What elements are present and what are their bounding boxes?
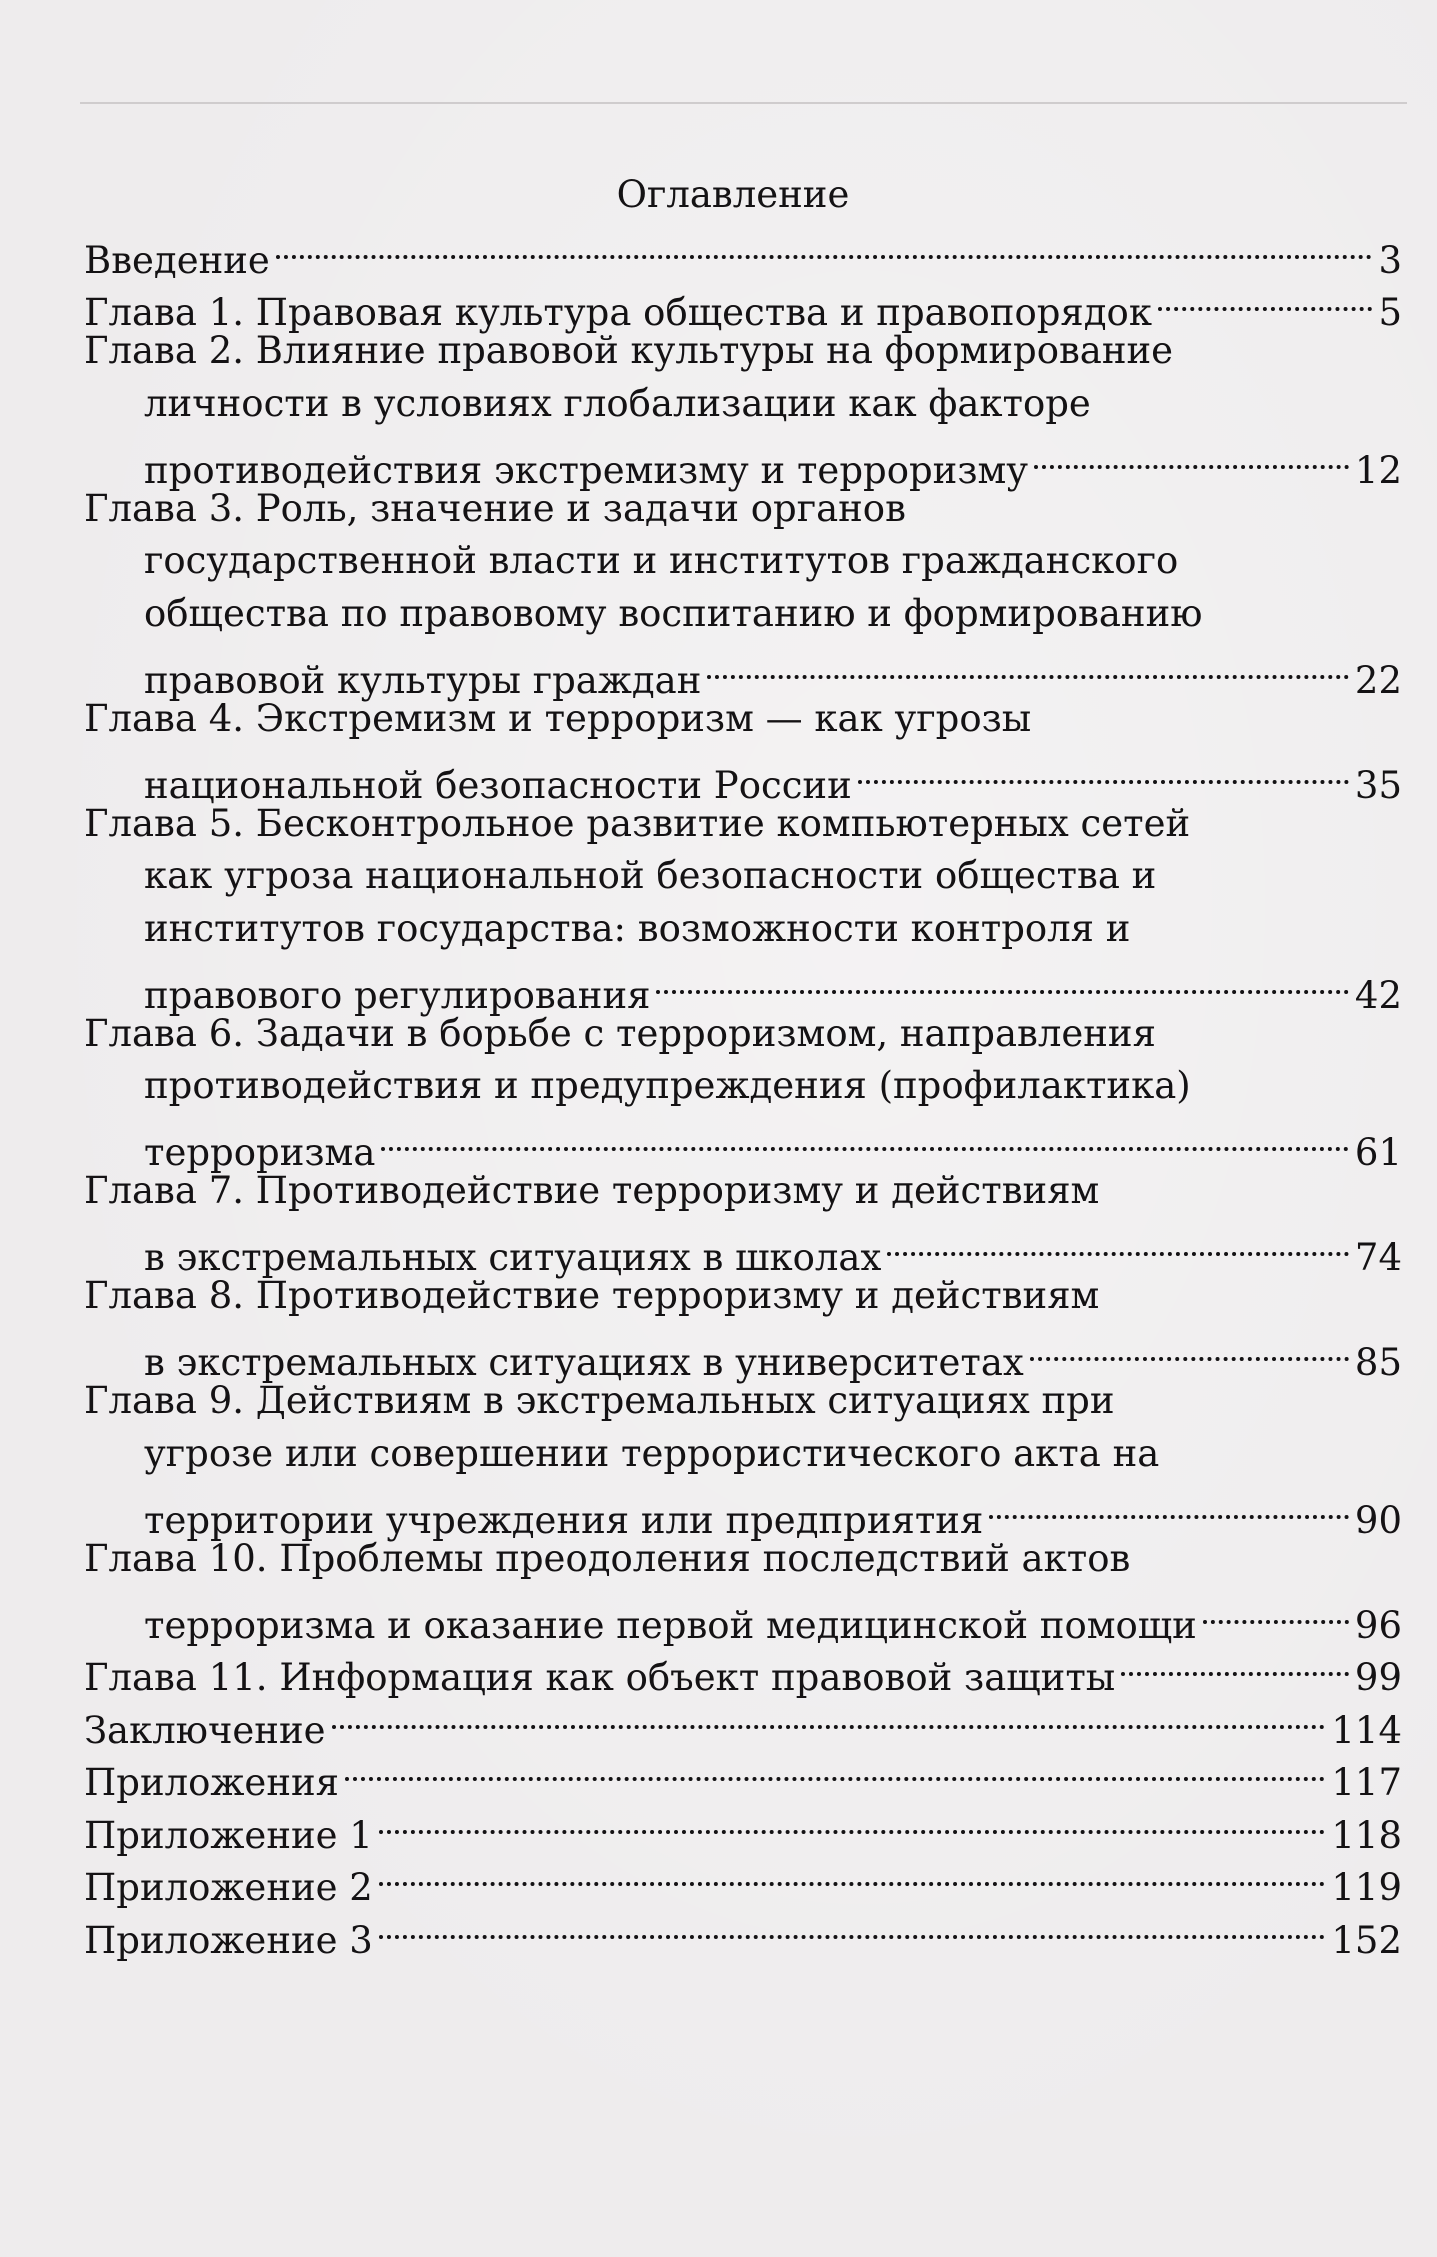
toc-entry-line: [84, 1165, 1402, 1218]
toc-entry-text: национальной безопасности России: [144, 763, 852, 807]
toc-page-number: 96: [1354, 1603, 1402, 1647]
toc-entry-line: [84, 1060, 1402, 1113]
toc-entry-text: Глава 2. Влияние правовой культуры на формирование: [84, 329, 1174, 372]
toc-page-number: 152: [1331, 1918, 1402, 1962]
toc-entry-text: Глава 11. Информация как объект правовой защиты: [84, 1656, 1116, 1699]
toc-entry-text: терроризма: [144, 1131, 376, 1174]
toc-page-number: 74: [1354, 1236, 1402, 1279]
toc-entry-text: государственной власти и институтов гражданского: [144, 539, 1179, 582]
toc-entry-text: в экстремальных ситуациях в школах: [144, 1236, 882, 1279]
toc-entry-line: [84, 850, 1402, 903]
toc-entry-line: [84, 1113, 1402, 1174]
toc-entry-text: Глава 6. Задачи в борьбе с терроризмом, направления: [84, 1011, 1156, 1055]
toc-entry-line: [84, 483, 1402, 536]
toc-entries: [84, 220, 1402, 1962]
toc-page-number: 3: [1378, 238, 1402, 282]
dot-leader: [1030, 1323, 1349, 1376]
toc-page-number: 35: [1354, 763, 1402, 807]
toc-entry: [84, 693, 1402, 807]
toc-entry-text: институтов государства: возможности контроля и: [144, 906, 1131, 950]
toc-entry-line: [84, 1375, 1402, 1428]
dot-leader: [1158, 273, 1373, 326]
toc-page-number: 114: [1331, 1708, 1402, 1752]
toc-entry-line: [84, 325, 1402, 378]
toc-entry-text: Глава 5. Бесконтрольное развитие компьютерных сетей: [84, 801, 1191, 845]
toc-page-number: 119: [1331, 1866, 1402, 1909]
toc-page-number: 118: [1331, 1813, 1402, 1857]
toc-entry-text: противодействия экстремизму и терроризму: [144, 448, 1029, 492]
dot-leader: [887, 1218, 1349, 1271]
toc-page-number: 61: [1354, 1131, 1402, 1174]
toc-entry-line: [84, 745, 1402, 807]
toc-entry: [84, 1375, 1402, 1542]
dot-leader: [276, 220, 1373, 273]
toc-entry-line: [84, 1480, 1402, 1542]
toc-entry-line: [84, 1218, 1402, 1279]
toc-entry-text: правового регулирования: [144, 973, 651, 1017]
dot-leader: [332, 1690, 1326, 1743]
toc-entry-line: [84, 1323, 1402, 1384]
toc-entry-line: [84, 693, 1402, 746]
dot-leader: [345, 1743, 1325, 1796]
toc-entry-text: Приложение 2: [84, 1866, 373, 1909]
toc-entry-text: Глава 7. Противодействие терроризму и действиям: [84, 1169, 1100, 1212]
toc-entry-line: [84, 220, 1402, 282]
dot-leader: [1034, 430, 1349, 483]
toc-entry-text: Заключение: [84, 1708, 326, 1752]
toc-entry: [84, 798, 1402, 1017]
toc-page-number: 22: [1354, 658, 1402, 702]
toc-page-number: 12: [1354, 448, 1402, 492]
toc-entry-text: Глава 1. Правовая культура общества и правопорядок: [84, 291, 1152, 334]
toc-entry-text: в экстремальных ситуациях в университетах: [144, 1341, 1024, 1384]
toc-page-number: 5: [1378, 291, 1402, 334]
toc-entry-line: [84, 378, 1402, 431]
toc-entry-text: Глава 4. Экстремизм и терроризм — как угрозы: [84, 696, 1032, 740]
toc-entry: [84, 1165, 1402, 1279]
toc-entry-line: [84, 903, 1402, 956]
toc-entry-line: [84, 640, 1402, 702]
toc-entry-line: [84, 430, 1402, 492]
toc-entry-text: Глава 3. Роль, значение и задачи органов: [84, 486, 906, 530]
toc-entry-line: [84, 1270, 1402, 1323]
toc-entry-line: [84, 273, 1402, 334]
dot-leader: [379, 1795, 1326, 1848]
toc-entry: [84, 325, 1402, 492]
toc-page-number: 90: [1354, 1498, 1402, 1542]
toc-entry-text: Глава 8. Противодействие терроризму и действиям: [84, 1274, 1100, 1317]
toc-entry-text: противодействия и предупреждения (профилактика): [144, 1064, 1191, 1107]
toc-entry: [84, 1008, 1402, 1174]
dot-leader: [656, 955, 1348, 1008]
toc-title: Оглавление: [616, 173, 850, 216]
toc-page-number: 85: [1354, 1341, 1402, 1384]
dot-leader: [989, 1480, 1349, 1533]
toc-entry-text: Введение: [84, 238, 270, 282]
table-of-contents: [84, 170, 1402, 1962]
toc-entry-text: Приложение 1: [84, 1813, 373, 1857]
dot-leader: [379, 1848, 1326, 1901]
toc-entry: [84, 483, 1402, 702]
toc-entry: [84, 1270, 1402, 1384]
toc-entry-text: территории учреждения или предприятия: [144, 1498, 984, 1542]
toc-entry-line: [84, 588, 1402, 641]
toc-page-number: 117: [1331, 1761, 1402, 1804]
toc-entry: [84, 220, 1402, 282]
toc-entry-text: личности в условиях глобализации как факторе: [144, 381, 1091, 425]
toc-entry-text: Глава 10. Проблемы преодоления последствий актов: [84, 1536, 1131, 1580]
toc-entry-text: Приложение 3: [84, 1918, 373, 1962]
dot-leader: [1121, 1638, 1349, 1691]
toc-entry-line: [84, 1585, 1402, 1647]
bleed-through-rule: [80, 102, 1407, 104]
dot-leader: [707, 640, 1349, 693]
toc-entry-text: Приложения: [84, 1761, 339, 1804]
toc-page-number: 42: [1354, 973, 1402, 1017]
toc-entry-text: угрозе или совершении террористического акта на: [144, 1431, 1160, 1475]
toc-entry-line: [84, 535, 1402, 588]
toc-page-number: 99: [1354, 1656, 1402, 1699]
dot-leader: [858, 745, 1349, 798]
toc-entry-text: Глава 9. Действиям в экстремальных ситуациях при: [84, 1379, 1115, 1422]
toc-entry-text: терроризма и оказание первой медицинской помощи: [144, 1603, 1197, 1647]
toc-entry-line: [84, 1428, 1402, 1481]
dot-leader: [1203, 1585, 1349, 1638]
toc-entry-text: как угроза национальной безопасности общества и: [144, 854, 1157, 897]
toc-entry: [84, 273, 1402, 334]
toc-entry-text: правовой культуры граждан: [144, 658, 702, 702]
toc-entry-line: [84, 955, 1402, 1017]
toc-entry-line: [84, 1008, 1402, 1061]
toc-entry-line: [84, 1533, 1402, 1586]
toc-entry: [84, 1533, 1402, 1647]
dot-leader: [381, 1113, 1349, 1166]
toc-entry-line: [84, 798, 1402, 851]
dot-leader: [379, 1900, 1326, 1953]
toc-entry-text: общества по правовому воспитанию и формированию: [144, 591, 1203, 635]
